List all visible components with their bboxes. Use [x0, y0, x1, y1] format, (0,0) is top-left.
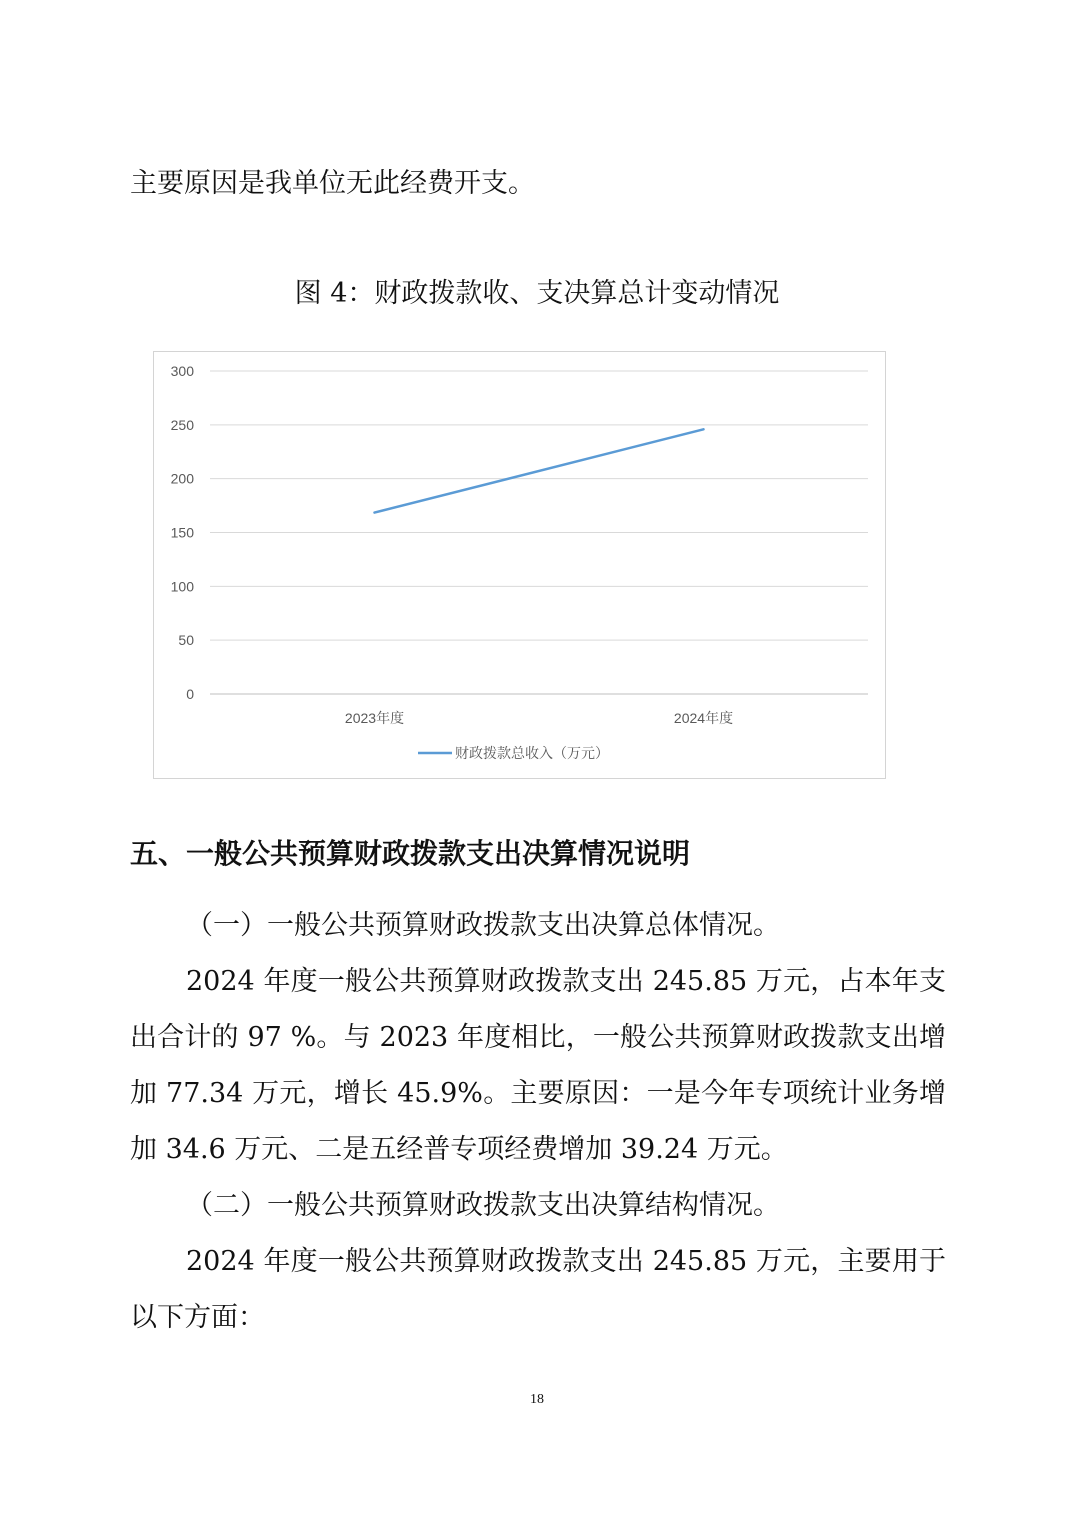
- page-number: 18: [530, 1392, 544, 1407]
- y-tick-label: 250: [170, 416, 194, 433]
- y-tick-label: 0: [186, 686, 194, 702]
- x-tick-label: 2024年度: [673, 710, 734, 726]
- top-paragraph: 主要原因是我单位无此经费开支。: [130, 168, 535, 199]
- figure-caption: 图 4：财政拨款收、支决算总计变动情况: [294, 278, 780, 309]
- section-heading: 五、一般公共预算财政拨款支出决算情况说明: [130, 837, 691, 870]
- y-tick-label: 50: [178, 632, 194, 649]
- x-tick-label: 2023年度: [344, 710, 405, 726]
- y-tick-label: 200: [170, 470, 194, 487]
- legend-label: 财政拨款总收入（万元）: [455, 745, 609, 761]
- y-tick-label: 100: [170, 578, 194, 595]
- series-line: [375, 429, 704, 512]
- y-tick-label: 150: [170, 524, 194, 541]
- y-tick-label: 300: [170, 363, 194, 379]
- subsection-1-title: （一）一般公共预算财政拨款支出决算总体情况。: [186, 910, 780, 941]
- chart-canvas: [154, 352, 887, 780]
- subsection-2-title: （二）一般公共预算财政拨款支出决算结构情况。: [186, 1190, 780, 1221]
- subsection-1-body: 2024 年度一般公共预算财政拨款支出 245.85 万元，占本年支出合计的 97 %。与 2023 年度相比，一般公共预算财政拨款支出增加 77.34 万元，增长 45.9%。主要原因：一是今年专项统计业务增加 34.6 万元、二是五经普专项经费增加 39.24 万元。: [130, 966, 946, 1165]
- line-chart: [153, 351, 886, 779]
- subsection-2-body: 2024 年度一般公共预算财政拨款支出 245.85 万元，主要用于以下方面：: [130, 1246, 946, 1333]
